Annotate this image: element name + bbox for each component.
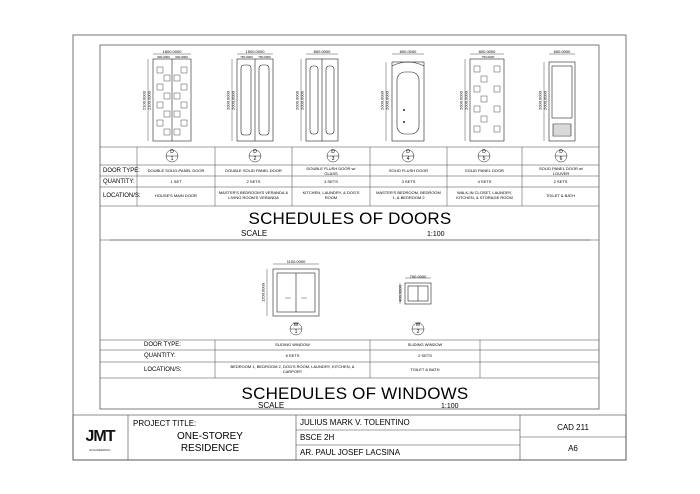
d5-sub-dim: 750.0000 xyxy=(481,55,495,59)
w1-height-dim: 1200.0000 xyxy=(260,283,266,302)
d4-height-dim: 2000.0000 xyxy=(379,91,385,110)
project-title-label: PROJECT TITLE: xyxy=(133,419,197,428)
d6-mark-letter: D xyxy=(559,149,563,155)
student-name: JULIUS MARK V. TOLENTINO xyxy=(300,418,410,427)
d3-mark-letter: D xyxy=(331,149,335,155)
d3-type: DOUBLE FLUSH DOOR w/ GLASS xyxy=(306,166,356,176)
d2-type: DOUBLE SOLID PANEL DOOR xyxy=(225,168,282,173)
d4-type: SOLID FLUSH DOOR xyxy=(388,168,429,173)
d5-type: SOLID PANEL DOOR xyxy=(465,168,504,173)
d2-mark-no: 2 xyxy=(253,156,257,162)
w2-mark-letter: W xyxy=(415,322,421,328)
d1-mark-no: 1 xyxy=(170,156,174,162)
d3-width-dim: 800.0000 xyxy=(313,49,331,54)
course-code: CAD 211 xyxy=(557,423,589,432)
d5-mark-no: 5 xyxy=(482,156,486,162)
d5-location: WALK-IN CLOSET, LAUNDRY, KITCHEN, & STORAGE ROOM xyxy=(456,190,513,200)
d3-mark-no: 3 xyxy=(331,156,335,162)
d3-quantity: 3 SETS xyxy=(324,179,338,184)
d5-height-dim: 2000.0000 xyxy=(458,91,464,110)
d6-height-dim-2: 2000.0000 xyxy=(542,91,548,110)
d2-sub-dim-a: 750.0000 xyxy=(240,55,253,59)
d3-location: KITCHEN, LAUNDRY, & DOG'S ROOM xyxy=(302,190,360,200)
section: BSCE 2H xyxy=(300,433,335,442)
door-d3-elevation xyxy=(301,54,338,141)
w1-mark-no: 1 xyxy=(294,329,298,335)
d4-mark-no: 4 xyxy=(406,156,410,162)
instructor-name: AR. PAUL JOSEF LACSINA xyxy=(300,448,401,457)
d1-location: HOUSE'S MAIN DOOR xyxy=(155,193,197,198)
d6-height-dim: 2000.0000 xyxy=(537,91,543,110)
d2-location: MASTER'S BEDROOM'S VERANDA & LIVING ROOM'S VERANDA xyxy=(218,190,289,200)
d1-height-dim: 2100.0000 xyxy=(141,91,147,110)
logo-mark xyxy=(86,428,116,452)
door-d6-elevation xyxy=(544,54,575,141)
d5-height-dim-2: 2000.0000 xyxy=(463,91,469,110)
w2-mark-no: 2 xyxy=(416,329,420,335)
door-locations-row-label: LOCATION/S: xyxy=(103,193,141,199)
d4-mark-letter: D xyxy=(406,149,410,155)
d1-type: DOUBLE SOLID-PANEL DOOR xyxy=(147,168,205,173)
w2-quantity: 2 SETS xyxy=(418,353,432,358)
w1-quantity: 6 SETS xyxy=(285,353,300,358)
d2-height-dim: 2000.0000 xyxy=(225,91,231,110)
d5-mark-letter: D xyxy=(482,149,486,155)
d2-quantity: 2 SETS xyxy=(246,179,261,184)
d4-width-dim: 800.0000 xyxy=(399,49,417,54)
window-scale-value: 1:100 xyxy=(441,403,459,410)
d2-width-dim: 1500.0000 xyxy=(245,49,265,54)
door-d2-elevation xyxy=(232,54,273,141)
d2-sub-dim-b: 750.0000 xyxy=(258,55,271,59)
w2-height-dim: 400.0000 xyxy=(397,285,403,302)
window-locations-row-label: LOCATION/S: xyxy=(144,367,182,373)
d2-mark-letter: D xyxy=(253,149,257,155)
d1-height-dim-2: 2100.0000 xyxy=(146,91,152,110)
w2-type: SLIDING WINDOW xyxy=(407,342,443,347)
window-type-row-label: DOOR TYPE: xyxy=(144,342,181,348)
door-d4-elevation xyxy=(386,54,424,141)
door-d5-elevation xyxy=(465,54,504,141)
d6-mark-no: 6 xyxy=(559,156,563,162)
project-name-line1: ONE-STOREY xyxy=(177,431,243,442)
logo-subtext: ENGINEERING xyxy=(89,448,111,452)
d4-location: MASTER'S BEDROOM, BEDROOM 1, & BEDROOM 2 xyxy=(376,190,441,200)
window-w2-elevation xyxy=(400,278,431,304)
window-w1-elevation xyxy=(267,264,319,316)
d4-quantity: 3 SETS xyxy=(401,179,416,184)
window-quantity-row-label: QUANTITY: xyxy=(144,353,176,359)
window-schedule-title: SCHEDULES OF WINDOWS xyxy=(241,384,469,403)
door-type-row-label: DOOR TYPE: xyxy=(103,168,140,174)
w2-width-dim: 750.0000 xyxy=(409,274,427,279)
d1-quantity: 1 SET xyxy=(170,179,182,184)
door-scale-value: 1:100 xyxy=(427,231,445,238)
d1-sub-dim-a: 900.0000 xyxy=(157,55,170,59)
d6-width-dim: 600.0000 xyxy=(553,49,571,54)
project-name-line2: RESIDENCE xyxy=(180,443,240,454)
d4-height-dim-2: 2000.0000 xyxy=(384,91,390,110)
w1-location: BEDROOM 1, BEDROOM 2, DOG'S ROOM, LAUNDRY, KITCHEN, & CARPORT xyxy=(230,364,355,374)
d3-height-dim: 2000.0000 xyxy=(294,91,300,110)
d1-width-dim: 1800.0000 xyxy=(162,49,182,54)
d2-height-dim-2: 2000.0000 xyxy=(230,91,236,110)
w1-width-dim: 1100.0000 xyxy=(286,259,306,264)
d3-height-dim-2: 2000.0000 xyxy=(299,91,305,110)
door-schedule-title: SCHEDULES OF DOORS xyxy=(248,209,452,228)
w1-mark-letter: W xyxy=(293,322,299,328)
sheet-number: A6 xyxy=(568,444,578,453)
d1-sub-dim-b: 900.0000 xyxy=(175,55,188,59)
w1-type: SLIDING WINDOW xyxy=(275,342,310,347)
w2-location: TOILET & BATH xyxy=(410,367,440,372)
d6-location: TOILET & BATH xyxy=(545,193,576,198)
door-quantity-row-label: QUANTITY: xyxy=(103,179,135,185)
d6-type: SOLID PANEL DOOR w/ LOUVER xyxy=(538,166,583,176)
d5-quantity: 4 SETS xyxy=(477,179,492,184)
door-d1-elevation xyxy=(148,54,191,141)
d5-width-dim: 800.0000 xyxy=(478,49,496,54)
logo-text: JMT xyxy=(85,428,115,445)
window-scale-label: SCALE xyxy=(258,401,285,410)
d1-mark-letter: D xyxy=(170,149,174,155)
door-scale-label: SCALE xyxy=(241,229,268,238)
d6-quantity: 2 SETS xyxy=(553,179,568,184)
